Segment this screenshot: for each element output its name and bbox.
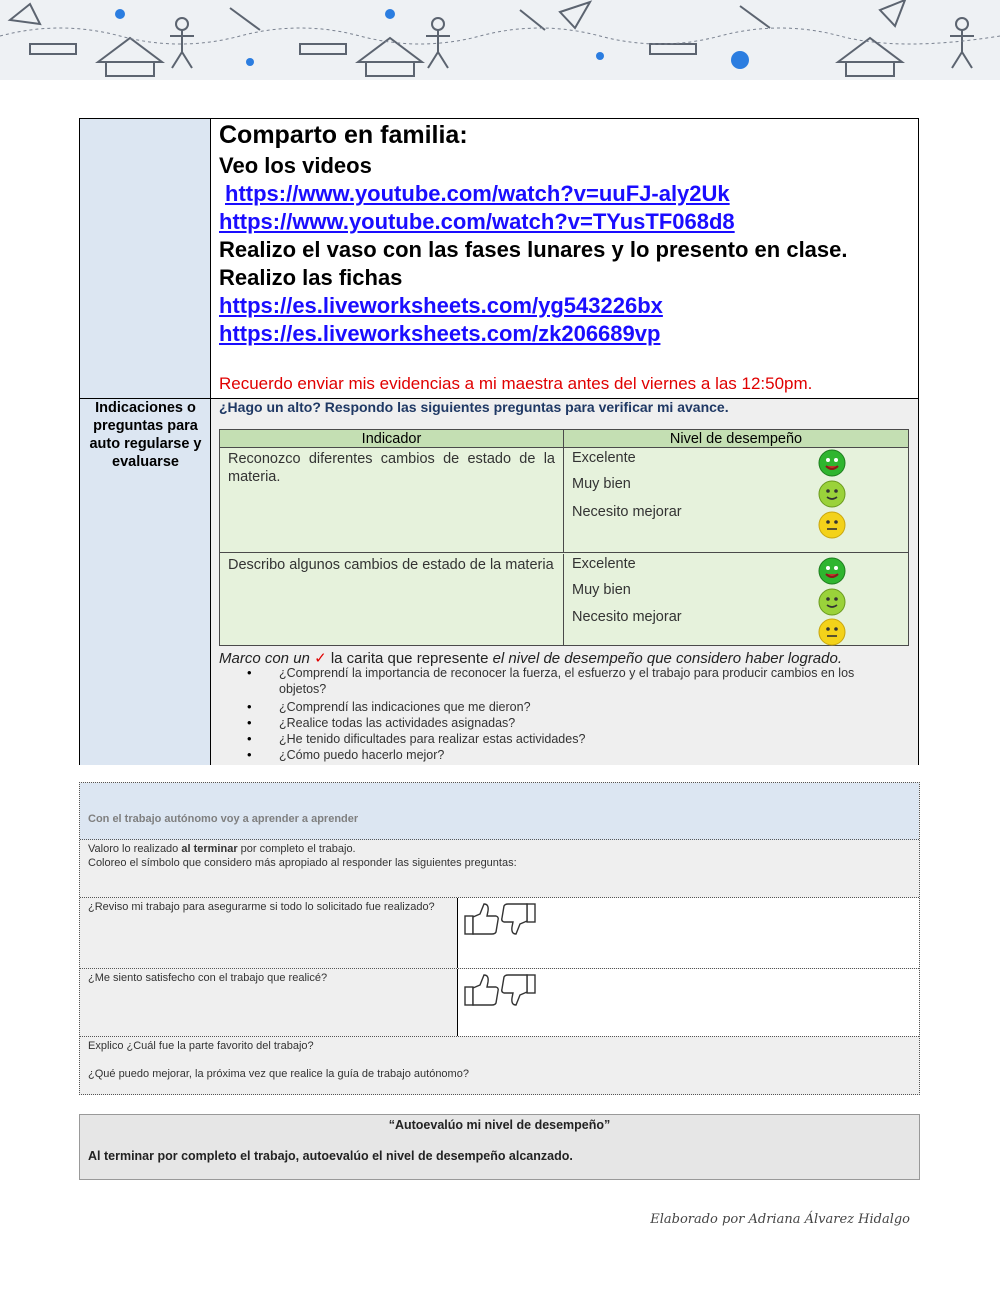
list-item: • ¿Comprendí la importancia de reconocer la fuerza, el esfuerzo y el trabajo para producir cambios en los objetos? [247, 665, 887, 697]
indicator-table-header [220, 430, 908, 448]
instruction-part: la carita que represente [330, 650, 489, 667]
thumbs-cell [458, 898, 919, 968]
smiley-smile-icon[interactable] [817, 587, 847, 617]
globe-icon [731, 51, 749, 69]
video-link-1[interactable]: https://www.youtube.com/watch?v=uuFJ-aly2Uk [225, 181, 730, 206]
indicator-text: Describo algunos cambios de estado de la materia [220, 554, 564, 645]
smiley-happy-icon[interactable] [817, 556, 847, 586]
worksheet-link-1[interactable]: https://es.liveworksheets.com/yg543226bx [219, 293, 663, 318]
indicator-row [220, 554, 908, 645]
thumbs-cell [458, 969, 919, 1036]
person-icon [432, 18, 444, 30]
level-option: Necesito mejorar [572, 504, 682, 520]
list-item: • ¿He tenido dificultades para realizar estas actividades? [247, 731, 887, 747]
instruction-part: el nivel de desempeño que considero haber logrado. [492, 650, 843, 667]
question-row [80, 969, 919, 1037]
smiley-neutral-icon[interactable] [817, 510, 847, 540]
house-icon [358, 38, 422, 62]
task-line: Realizo el vaso con las fases lunares y lo presento en clase. [219, 237, 848, 262]
ruler-icon [650, 44, 696, 54]
smiley-smile-icon[interactable] [817, 479, 847, 509]
performance-box [79, 1114, 920, 1180]
thumbs-up-icon[interactable] [465, 904, 498, 934]
instruction-part: Marco con un [219, 650, 310, 667]
valoro-bold: al terminar [181, 843, 238, 855]
smiley-neutral-icon[interactable] [817, 617, 847, 647]
level-cell [564, 554, 908, 645]
self-eval-prompt: ¿Hago un alto? Respondo las siguientes preguntas para verificar mi avance. [219, 399, 729, 415]
worksheet-link-2[interactable]: https://es.liveworksheets.com/zk206689vp [219, 321, 661, 346]
worksheets-label: Realizo las fichas [219, 265, 403, 290]
question-text: ¿Reviso mi trabajo para asegurarme si todo lo solicitado fue realizado? [80, 898, 458, 968]
thumbs-up-icon[interactable] [465, 975, 498, 1005]
activities-table [79, 118, 919, 765]
indicator-text: Reconozco diferentes cambios de estado de la materia. [220, 448, 564, 552]
valoro-line [88, 842, 911, 856]
level-option: Muy bien [572, 582, 631, 598]
thumbs-group [464, 973, 536, 1009]
list-item: • ¿Realice todas las actividades asignadas? [247, 715, 887, 731]
reflection-questions [247, 665, 887, 763]
list-item: • ¿Cómo puedo hacerlo mejor? [247, 747, 887, 763]
valoro-text: por completo el trabajo. [237, 843, 356, 855]
self-eval-label-cell [80, 399, 211, 765]
improve-question: ¿Qué puedo mejorar, la próxima vez que realice la guía de trabajo autónomo? [88, 1068, 469, 1080]
self-eval-side-label: Indicaciones o preguntas para auto regularse y evaluarse [89, 400, 202, 470]
autonomous-table [79, 782, 920, 1095]
self-eval-row [80, 399, 918, 765]
family-row [80, 119, 918, 399]
thumbs-down-icon[interactable] [502, 975, 535, 1005]
valoro-cell [80, 840, 919, 898]
video-link-2[interactable]: https://www.youtube.com/watch?v=TYusTF068d8 [219, 209, 735, 234]
performance-title: “Autoevalúo mi nivel de desempeño” [388, 1118, 611, 1132]
header-banner [0, 0, 1000, 80]
person-icon [956, 18, 968, 30]
house-icon [98, 38, 162, 62]
reminder-text: Recuerdo enviar mis evidencias a mi maestra antes del viernes a las 12:50pm. [219, 374, 813, 393]
pencil-icon [230, 6, 770, 30]
author-signature: Elaborado por Adriana Álvarez Hidalgo [650, 1212, 910, 1227]
level-option: Muy bien [572, 476, 631, 492]
family-row-label-cell [80, 119, 211, 398]
level-option: Excelente [572, 450, 636, 466]
paper-plane-icon [10, 0, 905, 28]
self-eval-content-cell [211, 399, 918, 765]
house-icon [838, 38, 902, 62]
house-icon-base [106, 62, 154, 76]
indicator-row [220, 448, 908, 553]
level-option: Necesito mejorar [572, 609, 682, 625]
autonomous-header-text: Con el trabajo autónomo voy a aprender a aprender [88, 813, 359, 825]
list-item: • ¿Comprendí las indicaciones que me dieron? [247, 699, 887, 715]
ruler-icon [30, 44, 76, 54]
ruler-icon [300, 44, 346, 54]
thumbs-down-icon[interactable] [502, 904, 535, 934]
smiley-happy-icon[interactable] [817, 448, 847, 478]
level-option: Excelente [572, 556, 636, 572]
question-row [80, 898, 919, 969]
indicator-table [219, 429, 909, 646]
family-content-cell [211, 119, 918, 398]
explain-question: Explico ¿Cuál fue la parte favorito del trabajo? [88, 1040, 314, 1052]
valoro-text: Valoro lo realizado [88, 843, 182, 855]
explain-cell [80, 1037, 919, 1094]
performance-body: Al terminar por completo el trabajo, autoevalúo el nivel de desempeño alcanzado. [88, 1149, 573, 1163]
thumbs-group [464, 902, 536, 938]
doodle-pattern [0, 0, 1000, 80]
family-title: Comparto en familia: [219, 121, 468, 149]
question-text: ¿Me siento satisfecho con el trabajo que realicé? [80, 969, 458, 1036]
col-indicator: Indicador [220, 430, 564, 448]
col-level: Nivel de desempeño [669, 431, 803, 447]
videos-label: Veo los videos [219, 153, 372, 178]
person-icon [176, 18, 188, 30]
coloreo-line: Coloreo el símbolo que considero más apropiado al responder las siguientes preguntas: [88, 857, 517, 869]
autonomous-header [80, 783, 919, 840]
level-cell [564, 448, 908, 552]
checkmark-icon: ✓ [314, 650, 327, 667]
